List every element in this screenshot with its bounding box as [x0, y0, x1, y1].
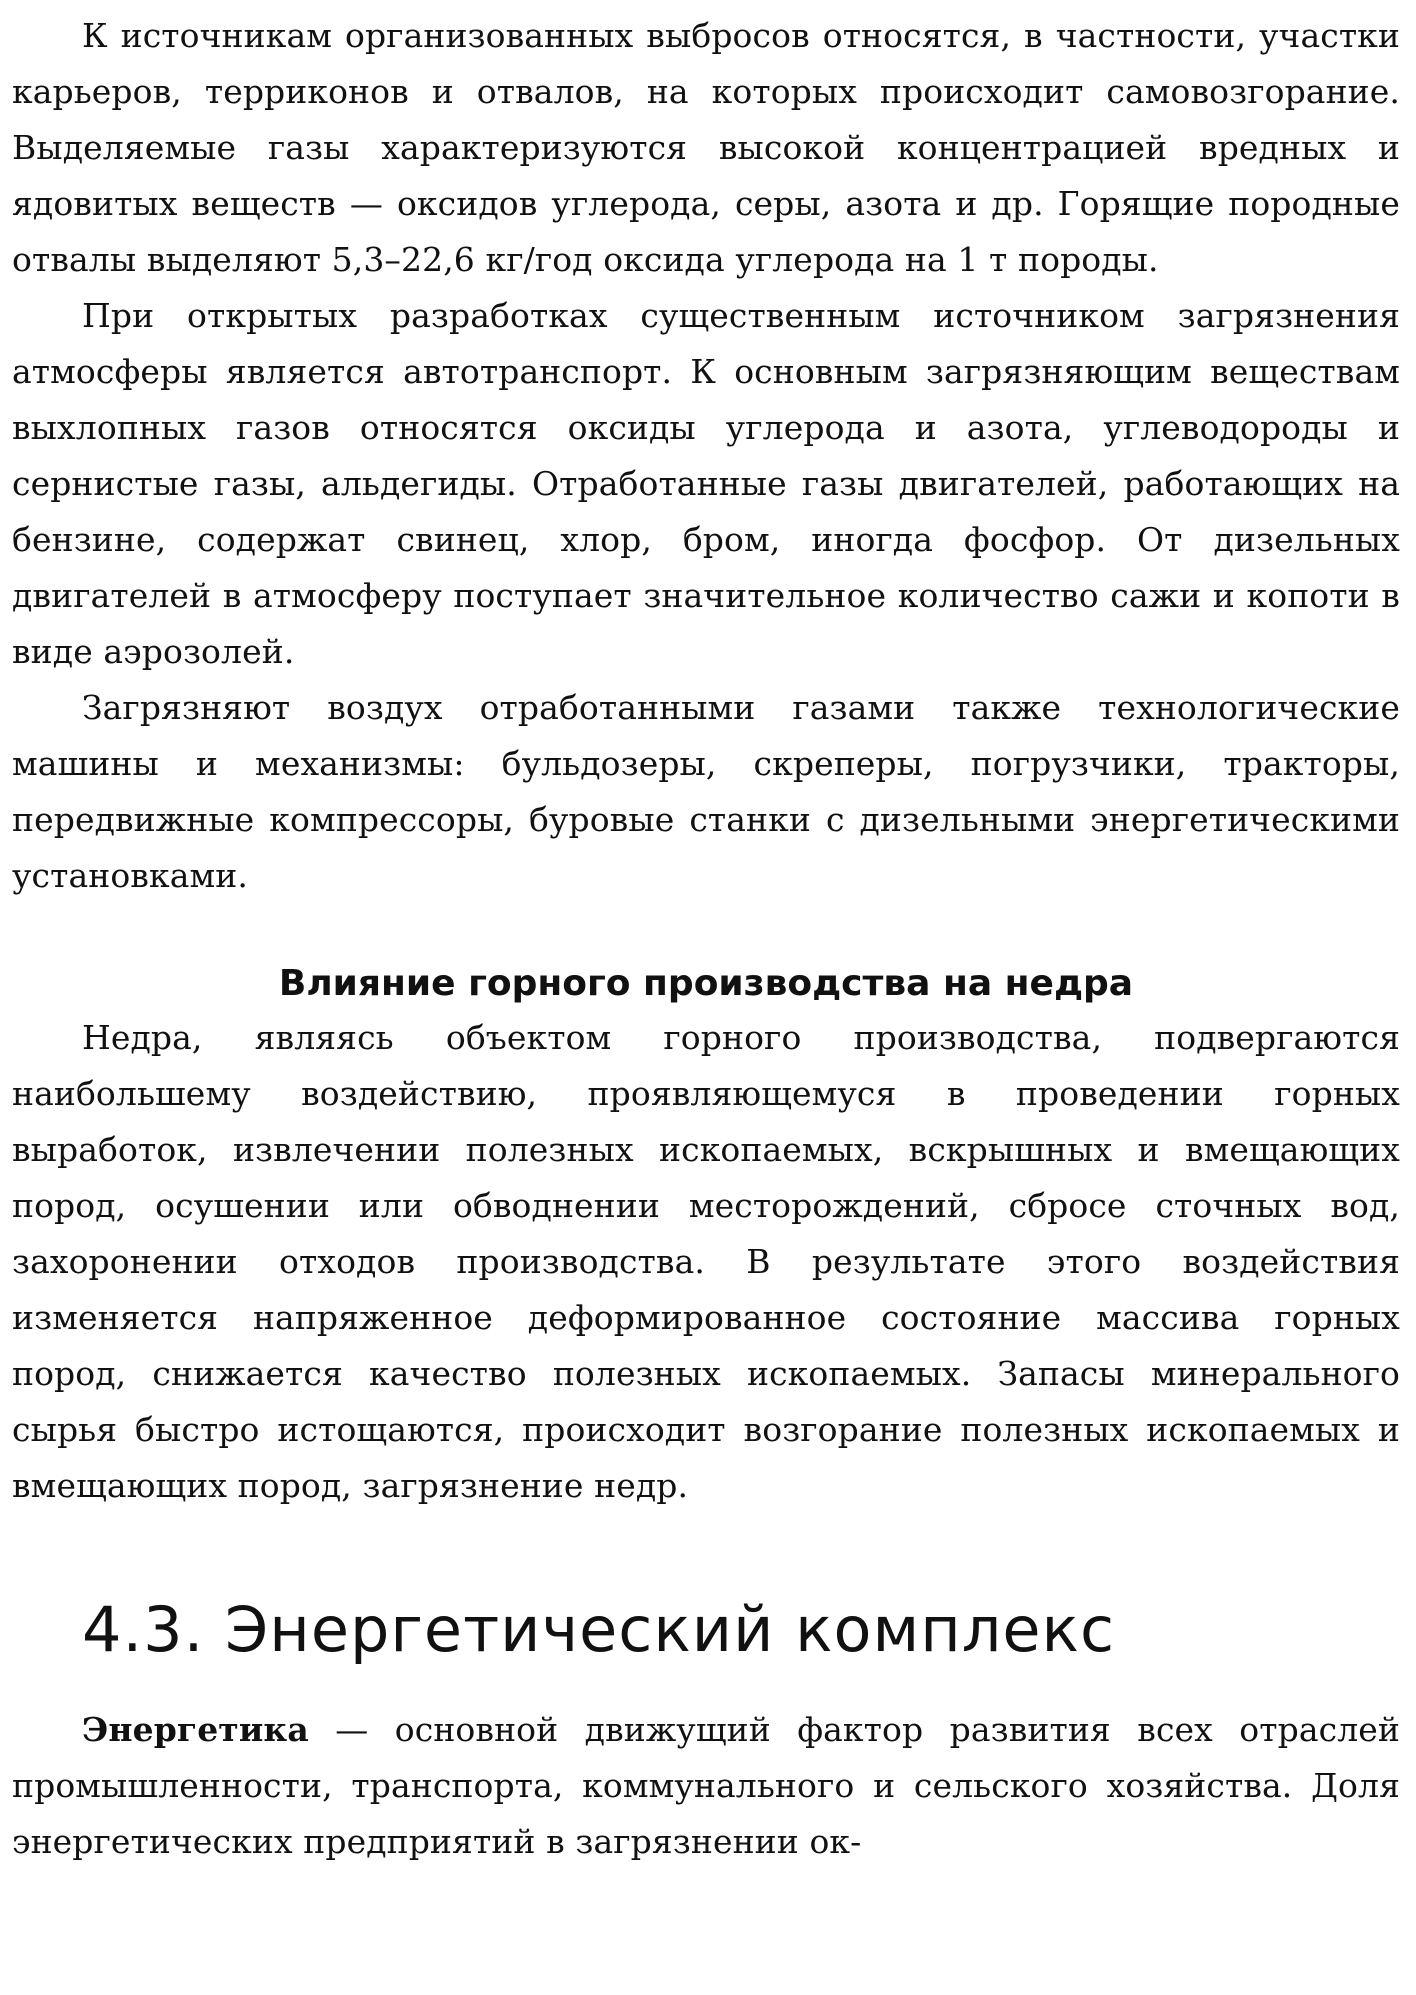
paragraph-subsoil-impact: Недра, являясь объектом горного производства, подвергаются наибольшему воздействию, проявляющемуся в проведении горных выработок, извлечении полезных ископаемых, вскрышных и вмещающих пород, осушении или обводнении месторождений, сбросе сточных вод, захоронении отходов производства. В результате этого воздействия изменяется напряженное деформированное состояние массива горных пород, снижается качество полезных ископаемых. Запасы минерального сырья быстро истощаются, происходит возгорание полезных ископаемых и вмещающих пород, загрязнение недр. [12, 1018, 1400, 1505]
paragraph-organized-emissions: К источникам организованных выбросов относятся, в частности, участки карьеров, терриконов и отвалов, на которых происходит самовозгорание. Выделяемые газы характеризуются высокой концентрацией вредных и ядовитых веществ — оксидов углерода, серы, азота и др. Горящие породные отвалы выделяют 5,3–22,6 кг/год оксида углерода на 1 т породы. [12, 16, 1400, 279]
section-heading-subsoil: Влияние горного производства на недра [278, 963, 1134, 1004]
paragraph-energy-intro [12, 1702, 1400, 1870]
paragraph-motor-transport: При открытых разработках существенным источником загрязнения атмосферы является автотранспорт. К основным загрязняющим веществам выхлопных газов относятся оксиды углерода и азота, углеводороды и сернистые газы, альдегиды. Отработанные газы двигателей, работающих на бензине, содержат свинец, хлор, бром, иногда фосфор. От дизельных двигателей в атмосферу поступает значительное количество сажи и копоти в виде аэрозолей. [12, 296, 1400, 671]
chapter-heading-energy: 4.3. Энергетический комплекс [82, 1593, 1116, 1666]
term-energetika: Энергетика [82, 1710, 309, 1749]
paragraph-machinery: Загрязняют воздух отработанными газами также технологические машины и механизмы: бульдозеры, скреперы, погрузчики, тракторы, передвижные компрессоры, буровые станки с дизельными энергетическими установками. [12, 688, 1400, 895]
paragraph-energy-text: — основной движущий фактор развития всех отраслей промышленности, транспорта, коммунального и сельского хозяйства. Доля энергетических предприятий в загрязнении ок- [12, 1710, 1400, 1861]
document-page [12, 0, 1400, 1870]
